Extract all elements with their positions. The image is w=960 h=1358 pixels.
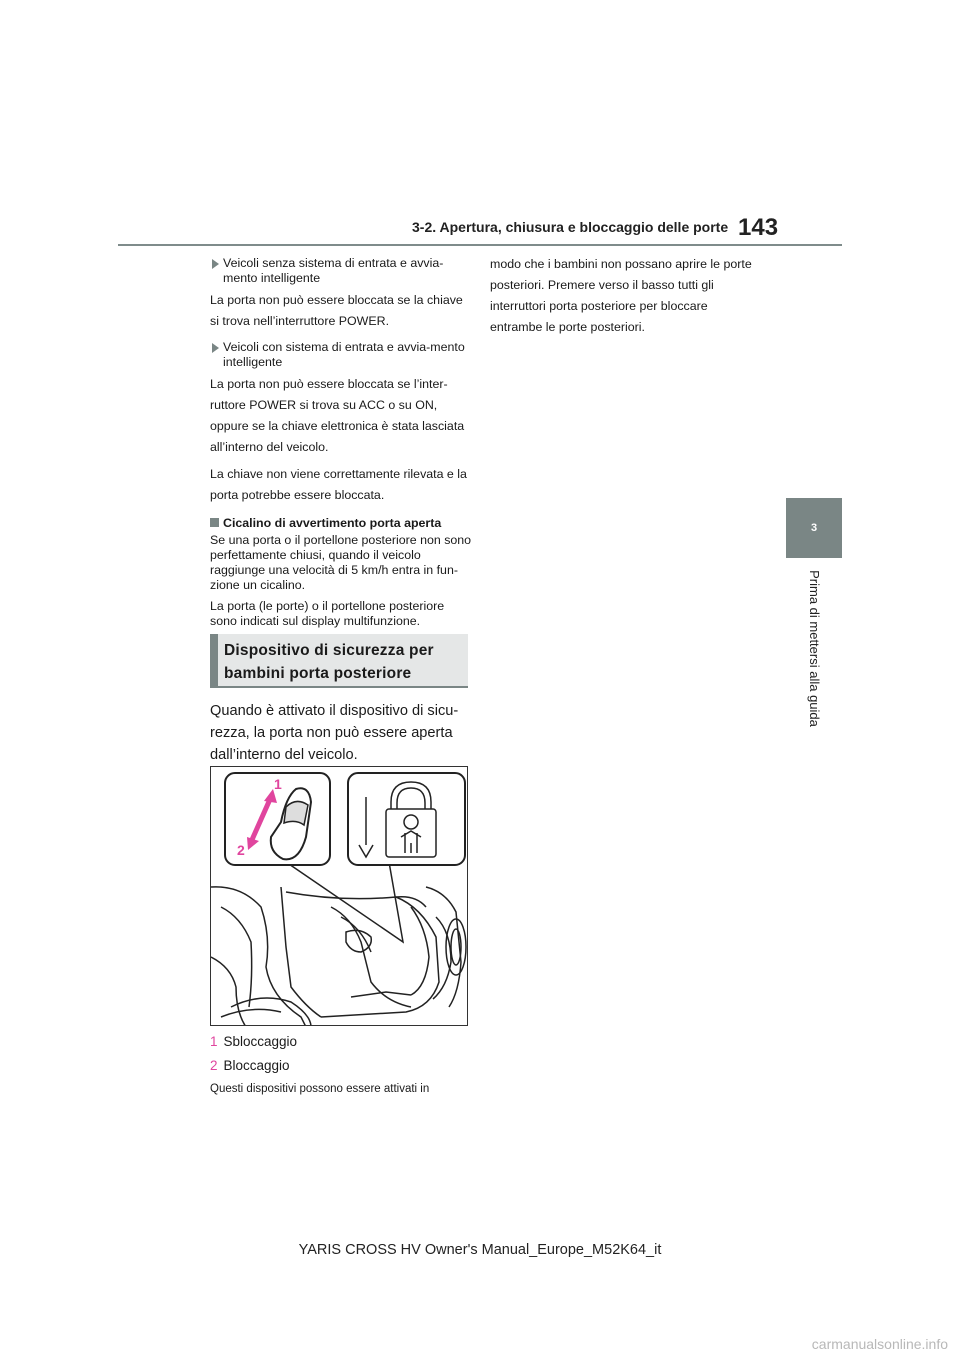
section-heading-bar xyxy=(210,634,218,686)
legend-label: Sbloccaggio xyxy=(223,1034,298,1049)
callout-2: 2 xyxy=(237,842,245,858)
callout-pointer xyxy=(286,862,403,942)
square-bullet-icon xyxy=(210,518,219,527)
header-divider xyxy=(118,244,842,246)
subheading xyxy=(210,516,472,531)
chapter-label xyxy=(786,558,842,738)
watermark: carmanualsonline.info xyxy=(811,1336,948,1352)
chapter-label-text: Prima di mettersi alla guida xyxy=(806,569,822,727)
paragraph: Se una porta o il portellone posteriore non sono perfettamente chiusi, quando il veicolo raggiunge una velocità di 5 km/h entra in fun-zione un cicalino. xyxy=(210,533,472,592)
left-column xyxy=(210,256,472,635)
child-lock-illustration xyxy=(210,766,468,1026)
legend-item-unlock xyxy=(210,1030,472,1054)
legend-number: 2 xyxy=(210,1058,218,1073)
paragraph: La chiave non viene correttamente rilevata e la porta potrebbe essere bloccata. xyxy=(210,467,467,502)
right-column xyxy=(490,254,760,344)
section-heading-box xyxy=(210,634,468,688)
legend-item-lock xyxy=(210,1054,472,1078)
legend-label: Bloccaggio xyxy=(223,1058,290,1073)
paragraph: La porta non può essere bloccata se la chiave si trova nell’interruttore POWER. xyxy=(210,293,463,328)
note-text: Questi dispositivi possono essere attivati in xyxy=(210,1083,430,1095)
page-footer: YARIS CROSS HV Owner's Manual_Europe_M52K64_it xyxy=(298,1242,662,1258)
legend-number: 1 xyxy=(210,1034,218,1049)
subheading-text: Cicalino di avvertimento porta aperta xyxy=(223,516,442,530)
section-intro: Quando è attivato il dispositivo di sicu-rezza, la porta non può essere aperta dall’interno del veicolo. xyxy=(210,703,459,763)
bullet-smart-entry: Veicoli con sistema di entrata e avvia-mento intelligente xyxy=(210,340,472,370)
figure-legend xyxy=(210,1030,472,1078)
section-heading-line1: Dispositivo di sicurezza per xyxy=(224,642,434,659)
bullet-no-smart-entry: Veicoli senza sistema di entrata e avvia-mento intelligente xyxy=(210,256,472,286)
child-lock-diagram xyxy=(211,767,468,1026)
page-number: 143 xyxy=(738,214,779,241)
chapter-tab[interactable]: 3 xyxy=(786,498,842,558)
paragraph: modo che i bambini non possano aprire le porte posteriori. Premere verso il basso tutti gli interruttori porta posteriore per bloccare entrambe le porte posteriori. xyxy=(490,257,752,334)
paragraph: La porta non può essere bloccata se l’inter-ruttore POWER si trova su ACC o su ON, oppure se la chiave elettronica è stata lasciata all’interno del veicolo. xyxy=(210,377,465,454)
callout-1: 1 xyxy=(274,776,282,792)
section-heading xyxy=(224,639,434,685)
section-header: 3-2. Apertura, chiusura e bloccaggio delle porte xyxy=(412,219,729,235)
paragraph: La porta (le porte) o il portellone posteriore sono indicati sul display multifunzione. xyxy=(210,599,445,628)
car-door-drawing xyxy=(211,887,466,1026)
section-heading-line2: bambini porta posteriore xyxy=(224,665,412,682)
